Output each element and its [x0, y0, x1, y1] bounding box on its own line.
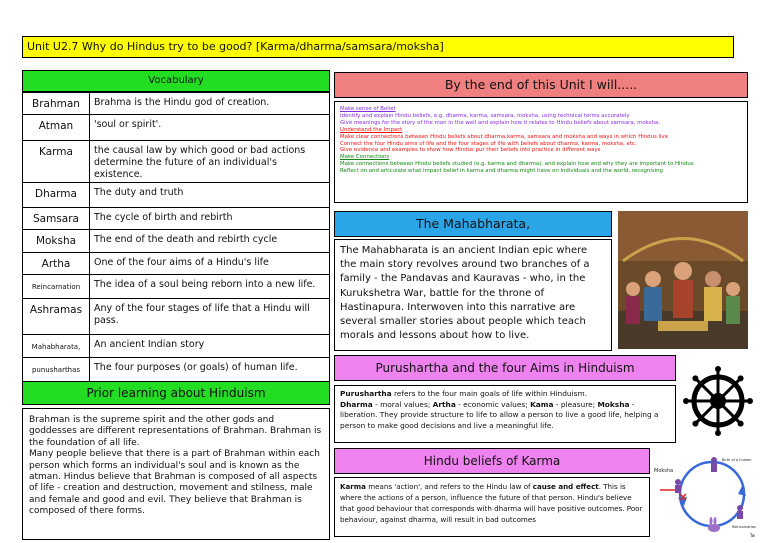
vocab-term: Brahman: [23, 93, 90, 115]
objective-line: Give evidence and examples to show how Hindus put their beliefs into practice in different ways: [340, 147, 601, 154]
vocab-definition: 'soul or spirit'.: [90, 115, 330, 141]
vocab-term: punusharthas: [23, 358, 90, 382]
objective-line: Identify and explain Hindu beliefs, e.g. dharma, karma, samsara, moksha, using technical terms accurately: [340, 112, 630, 119]
vocab-definition: Any of the four stages of life that a Hindu will pass.: [90, 299, 330, 335]
purushartha-heading: Purushartha and the four Aims in Hinduism: [334, 355, 676, 381]
karma-text: means 'action', and refers to the Hindu law of: [365, 482, 533, 491]
vocabulary-heading: Vocabulary: [22, 70, 330, 92]
vocab-row: [23, 208, 330, 230]
aim-name: Moksha: [597, 399, 630, 409]
vocab-term: Moksha: [23, 230, 90, 253]
vocab-term: Samsara: [23, 208, 90, 230]
vocab-definition: the causal law by which good or bad actions determine the future of an individual's existence.: [90, 141, 330, 183]
dharma-wheel-icon: [682, 365, 754, 437]
vocab-definition: The idea of a soul being reborn into a new life.: [90, 275, 330, 299]
vocab-term: Artha: [23, 253, 90, 275]
karma-emphasis: cause and effect: [532, 482, 599, 491]
aim-name: Kama: [530, 399, 554, 409]
purushartha-body: [334, 385, 676, 443]
purushartha-outro: liberation. They provide structure to life to allow a person to live a good life, helping a person to make good decisions and live a meaningful life.: [340, 410, 659, 430]
prior-learning-heading: Prior learning about Hinduism: [22, 381, 330, 405]
karma-heading: Hindu beliefs of Karma: [334, 448, 650, 474]
objective-heading: Make sense of Belief: [340, 106, 396, 112]
aim-desc: - economic values;: [455, 399, 531, 409]
vocab-row: [23, 275, 330, 299]
vocab-definition: The four purposes (or goals) of human life.: [90, 358, 330, 382]
prior-learning-body: [22, 408, 330, 540]
vocab-row: [23, 183, 330, 208]
vocab-definition: The cycle of birth and rebirth: [90, 208, 330, 230]
objective-line: Make connections between Hindu beliefs studied (e.g. karma and dharma), and explain how and why they are important to Hindus: [340, 161, 694, 168]
vocab-definition: The duty and truth: [90, 183, 330, 208]
aim-desc: -: [629, 399, 635, 409]
mahabharata-body: The Mahabharata is an ancient Indian epic where the main story revolves around two branches of a family - the Pandavas and Kauravas - who, in the Kurukshetra War, battle for the throne of Hastinapura. Interwoven into this narrative are several smaller stories about people which teach morals and lessons about how to live.: [334, 239, 612, 351]
prior-learning-paragraph: Many people believe that there is a part of Brahman within each person which forms an individual's soul and is known as the atman. Hindus believe that Brahman is composed of all aspects of life - creation and destruction, movement and stilness, male and female and good and evil. They believe that Brahman is composed of there forms.: [29, 449, 320, 517]
vocab-row: [23, 115, 330, 141]
vocab-row: [23, 141, 330, 183]
diagram-label-top: Birth of a human: [722, 458, 752, 462]
end-of-unit-body: [334, 101, 748, 203]
objective-line: Reflect on and articulate what impact belief in karma and dharma might have on individuals and the world, recognising: [340, 168, 663, 175]
vocab-definition: The end of the death and rebirth cycle: [90, 230, 330, 253]
vocab-row: [23, 358, 330, 382]
aim-name: Dharma: [340, 399, 373, 409]
diagram-label-corner: Tw: [750, 533, 756, 538]
vocab-definition: One of the four aims of a Hindu's life: [90, 253, 330, 275]
objective-line: Give meanings for the story of the man in the well and explain how it relates to Hindu beliefs about samsara, moksha,: [340, 119, 661, 126]
prior-learning-paragraph: Brahman is the supreme spirit and the other gods and goddesses are different representations of Brahman. Brahman is the foundation of all life.: [29, 415, 322, 448]
aim-name: Artha: [432, 399, 456, 409]
vocab-term: Mahabharata,: [23, 335, 90, 358]
mahabharata-heading: The Mahabharata,: [334, 211, 612, 237]
vocab-term: Karma: [23, 141, 90, 183]
mahabharata-painting: [618, 211, 748, 349]
vocab-row: [23, 299, 330, 335]
aim-desc: - moral values;: [372, 399, 433, 409]
karma-body: [334, 477, 650, 537]
unit-title: Unit U2.7 Why do Hindus try to be good? [Karma/dharma/samsara/moksha]: [22, 36, 734, 58]
diagram-label-bottom: Reincarnation: [732, 525, 757, 529]
vocab-definition: Brahma is the Hindu god of creation.: [90, 93, 330, 115]
objective-line: Make clear connections between Hindu beliefs about dharma,karma, samsara and moksha and ways in which Hindus live: [340, 133, 669, 140]
diagram-label-moksha: Moksha: [654, 468, 674, 474]
objective-heading: Understand the Impact: [340, 126, 403, 133]
vocabulary-table: [22, 92, 330, 382]
objective-heading: Make Connections: [340, 154, 390, 161]
purushartha-intro: refers to the four main goals of life within Hinduism.: [391, 389, 588, 398]
purushartha-term: Purushartha: [340, 389, 392, 398]
vocab-row: [23, 335, 330, 358]
samsara-cycle-diagram: [654, 448, 760, 540]
vocab-row: [23, 93, 330, 115]
end-of-unit-heading: By the end of this Unit I will.....: [334, 72, 748, 98]
karma-text: . This is where the actions of a person, influence the future of that person. Hindu's believe that good behaviour that corresponds with dharma will have positive outcomes. Poor behaviour, against dharma, will result in bad outcomes: [340, 482, 643, 525]
vocab-row: [23, 230, 330, 253]
vocab-term: Dharma: [23, 183, 90, 208]
vocab-term: Reincarnation: [23, 275, 90, 299]
objective-line: Connect the four Hindu aims of life and the four stages of life with beliefs about dharma, karma, moksha, etc.: [340, 140, 637, 147]
vocab-term: Ashramas: [23, 299, 90, 335]
karma-term: Karma: [340, 482, 366, 491]
vocab-term: Atman: [23, 115, 90, 141]
aim-desc: - pleasure;: [553, 399, 598, 409]
vocab-row: [23, 253, 330, 275]
vocab-definition: An ancient Indian story: [90, 335, 330, 358]
